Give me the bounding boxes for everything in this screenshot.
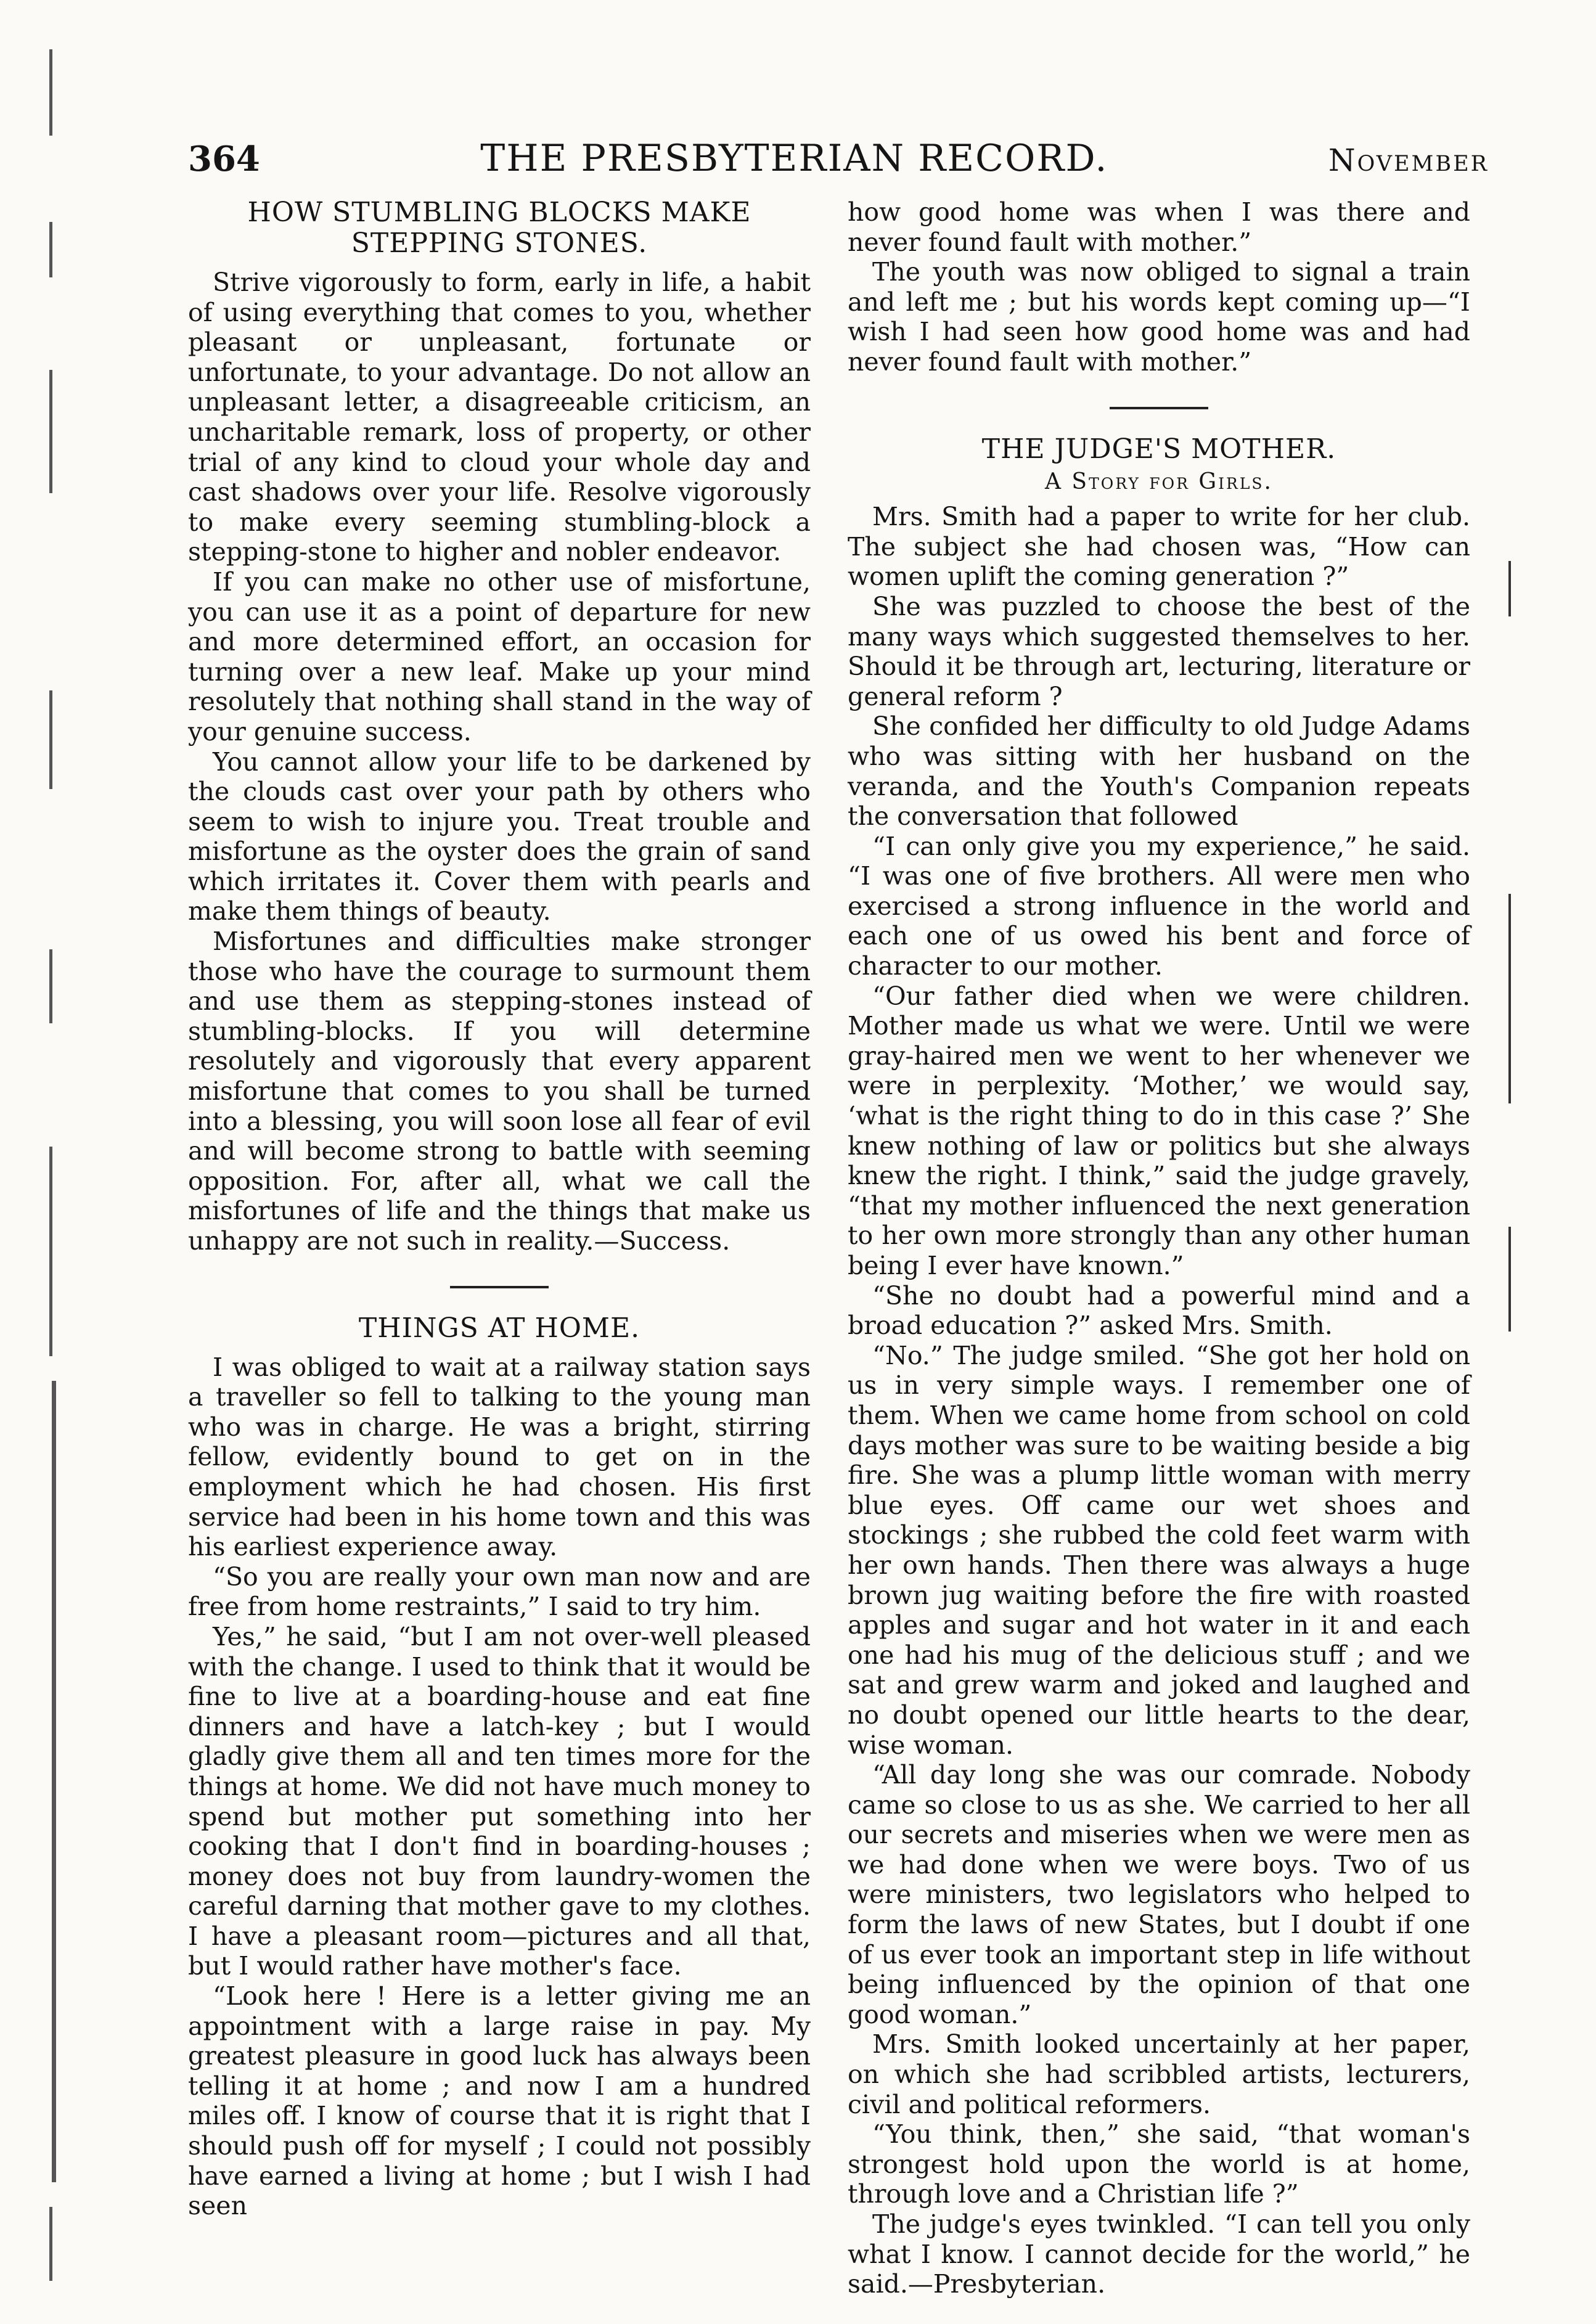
article-subtitle: A Story for Girls. bbox=[1044, 468, 1273, 494]
article-paragraph: I was obliged to wait at a railway station says a traveller so fell to talking to the young man who was in charge. He was a bright, stirring fellow, evidently bound to get on in the employment which he had chosen. His first service had been in his home town and this was his earliest experience away. bbox=[188, 1352, 811, 1562]
article-paragraph-continued: how good home was when I was there and never found fault with mother.” bbox=[848, 197, 1470, 257]
binding-gutter-marks bbox=[37, 25, 80, 2293]
article-paragraph: “She no doubt had a powerful mind and a broad education ?” asked Mrs. Smith. bbox=[848, 1280, 1470, 1341]
page-number: 364 bbox=[188, 139, 260, 179]
article-paragraph: Mrs. Smith looked uncertainly at her paper, on which she had scribbled artists, lecturers, civil and political reformers. bbox=[848, 2029, 1470, 2119]
article-paragraph: If you can make no other use of misfortune, you can use it as a point of departure for new and more determined effort, an occasion for turning over a new leaf. Make up your mind resolutely that nothing shall stand in the way of your genuine success. bbox=[188, 567, 811, 747]
article-title: THE JUDGE'S MOTHER. bbox=[981, 433, 1336, 465]
margin-mark bbox=[1508, 561, 1511, 616]
article-paragraph: “All day long she was our comrade. Nobody came so close to us as she. We carried to her all our secrets and miseries when we were men as we had done when we were boys. Two of us were ministers, two legislators who helped to form the laws of new States, but I doubt if one of us ever took an important step in life without being influenced by the opinion of that one good woman.” bbox=[848, 1760, 1470, 2029]
article-paragraph: “I can only give you my experience,” he said. “I was one of five brothers. All were men who exercised a strong influence in the world and each one of us owed his bent and force of character to our mother. bbox=[848, 831, 1470, 981]
section-divider bbox=[450, 1286, 549, 1288]
article-title: HOW STUMBLING BLOCKS MAKE STEPPING STONES. bbox=[247, 197, 751, 259]
article-paragraph: “So you are really your own man now and are free from home restraints,” I said to try him. bbox=[188, 1561, 811, 1622]
issue-month: November bbox=[1328, 142, 1489, 178]
article-paragraph: Strive vigorously to form, early in life, a habit of using everything that comes to you, whether pleasant or unpleasant, fortunate or unfortunate, to your advantage. Do not allow an unpleasant letter, a disagreeable criticism, an uncharitable remark, loss of property, or other trial of any kind to cloud your whole day and cast shadows over your life. Resolve vigorously to make every seeming stumbling-block a stepping-stone to higher and nobler endeavor. bbox=[188, 268, 811, 567]
article-paragraph: She was puzzled to choose the best of the many ways which suggested themselves to her. Should it be through art, lecturing, literature or general reform ? bbox=[848, 591, 1470, 711]
article-paragraph: The youth was now obliged to signal a train and left me ; but his words kept coming up—“I wish I had seen how good home was and had never found fault with mother.” bbox=[848, 257, 1470, 377]
article-paragraph: Misfortunes and difficulties make stronger those who have the courage to surmount them and use them as stepping-stones instead of stumbling-blocks. If you will determine resolutely and vigorously that every apparent misfortune that comes to you shall be turned into a blessing, you will soon lose all fear of evil and will become strong to battle with seeming opposition. For, after all, what we call the misfortunes of life and the things that make us unhappy are not such in reality.—Success. bbox=[188, 927, 811, 1256]
left-column bbox=[188, 197, 811, 2221]
article-paragraph: “No.” The judge smiled. “She got her hold on us in very simple ways. I remember one of them. When we came home from school on cold days mother was sure to be waiting beside a big fire. She was a plump little woman with merry blue eyes. Off came our wet shoes and stockings ; she rubbed the cold feet warm with her own hands. Then there was always a huge brown jug waiting before the fire with roasted apples and sugar and hot water in it and each one had his mug of the delicious stuff ; and we sat and grew warm and joked and laughed and no doubt opened our little hearts to the dear, wise woman. bbox=[848, 1340, 1470, 1760]
article-paragraph: “Our father died when we were children. Mother made us what we were. Until we were gray-haired men we went to her whenever we were in perplexity. ‘Mother,’ we would say, ‘what is the right thing to do in this case ?’ She knew nothing of law or politics but she always knew the right. I think,” said the judge gravely, “that my mother influenced the next generation to her own more strongly than any other human being I ever have known.” bbox=[848, 981, 1470, 1280]
article-paragraph: You cannot allow your life to be darkened by the clouds cast over your path by others who seem to wish to injure you. Treat trouble and misfortune as the oyster does the grain of sand which irritates it. Cover them with pearls and make them things of beauty. bbox=[188, 747, 811, 927]
article-paragraph: She confided her difficulty to old Judge Adams who was sitting with her husband on the veranda, and the Youth's Companion repeats the conversation that followed bbox=[848, 711, 1470, 832]
article-paragraph: Yes,” he said, “but I am not over-well pleased with the change. I used to think that it would be fine to live at a boarding-house and eat fine dinners and have a latch-key ; but I would gladly give them all and ten times more for the things at home. We did not have much money to spend but mother put something into her cooking that I don't find in boarding-houses ; money does not buy from laundry-women the careful darning that mother gave to my clothes. I have a pleasant room—pictures and all that, but I would rather have mother's face. bbox=[188, 1621, 811, 1981]
article-title: THINGS AT HOME. bbox=[358, 1312, 640, 1344]
article-paragraph: “Look here ! Here is a letter giving me an appointment with a large raise in pay. My greatest pleasure in good luck has always been telling it at home ; and now I am a hundred miles off. I know of course that it is right that I should push off for myself ; I could not possibly have earned a living at home ; but I wish I had seen bbox=[188, 1981, 811, 2221]
running-header bbox=[188, 137, 1489, 192]
article-paragraph: “You think, then,” she said, “that woman's strongest hold upon the world is at home, through love and a Christian life ?” bbox=[848, 2119, 1470, 2209]
publication-title: THE PRESBYTERIAN RECORD. bbox=[480, 137, 1108, 180]
article-paragraph: The judge's eyes twinkled. “I can tell you only what I know. I cannot decide for the world,” he said.—Presbyterian. bbox=[848, 2209, 1470, 2299]
right-column bbox=[848, 197, 1470, 2299]
margin-mark bbox=[1508, 894, 1511, 1103]
section-divider bbox=[1110, 407, 1208, 409]
margin-mark bbox=[1508, 1227, 1511, 1332]
article-paragraph: Mrs. Smith had a paper to write for her club. The subject she had chosen was, “How can women uplift the coming generation ?” bbox=[848, 502, 1470, 592]
